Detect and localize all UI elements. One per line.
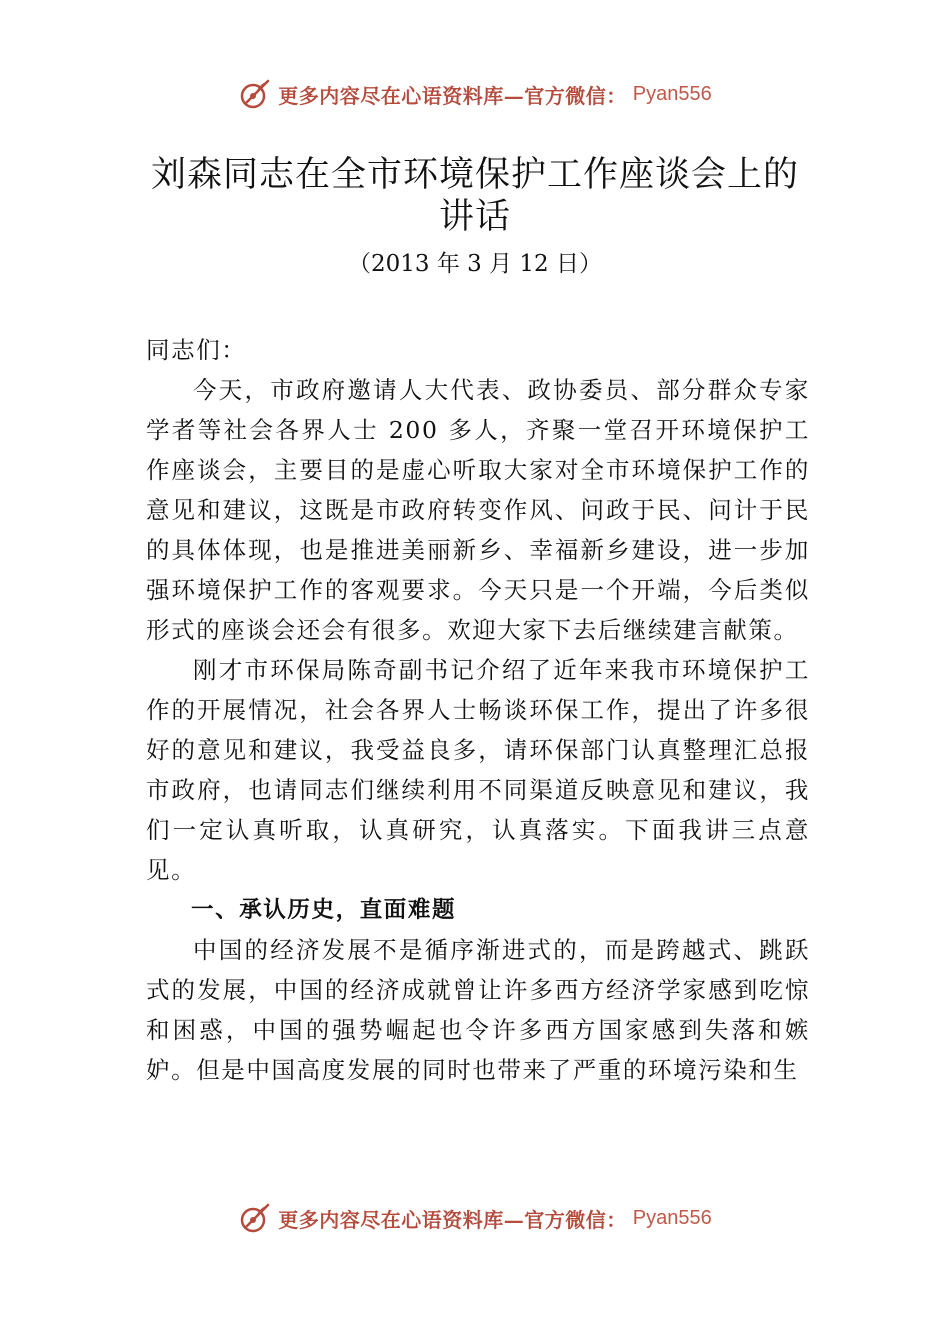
salutation: 同志们： (146, 336, 247, 364)
quill-logo-icon (238, 1201, 272, 1235)
wechat-id: Pyan556 (632, 1206, 712, 1229)
section-heading: 一、承认历史，直面难题 (191, 897, 457, 923)
paragraph: 今天，市政府邀请人大代表、政协委员、部分群众专家学者等社会各界人士 200 多人，齐聚一堂召开环境保护工作座谈会，主要目的是虚心听取大家对全市环境保护工作的意见和建议，这既是市政府转变作风、问政于民、问计于民的具体体现，也是推进美丽新乡、幸福新乡建设，进一步加强环境保护工作的客观要求。今天只是一个开端，今后类似形式的座谈会还会有很多。欢迎大家下去后继续建言献策。 (146, 376, 810, 644)
document-title: 刘森同志在全市环境保护工作座谈会上的讲话 (150, 155, 799, 237)
watermark-text: 更多内容尽在心语资料库—官方微信： (278, 83, 627, 108)
document-date: （2013 年 3 月 12 日） (348, 251, 602, 277)
watermark-footer (0, 1196, 950, 1240)
document-body (146, 330, 810, 1090)
paragraph: 中国的经济发展不是循序渐进式的，而是跨越式、跳跃式的发展，中国的经济成就曾让许多西方经济学家感到吃惊和困惑，中国的强势崛起也令许多西方国家感到失落和嫉妒。但是中国高度发展的同时也带来了严重的环境污染和生 (146, 936, 810, 1084)
watermark-text: 更多内容尽在心语资料库—官方微信： (278, 1207, 627, 1232)
wechat-id: Pyan556 (632, 82, 712, 105)
quill-logo-icon (238, 77, 272, 111)
paragraph: 刚才市环保局陈奇副书记介绍了近年来我市环境保护工作的开展情况，社会各界人士畅谈环保工作，提出了许多很好的意见和建议，我受益良多，请环保部门认真整理汇总报市政府，也请同志们继续利用不同渠道反映意见和建议，我们一定认真听取，认真研究，认真落实。下面我讲三点意见。 (146, 656, 810, 884)
watermark-header (0, 72, 950, 116)
